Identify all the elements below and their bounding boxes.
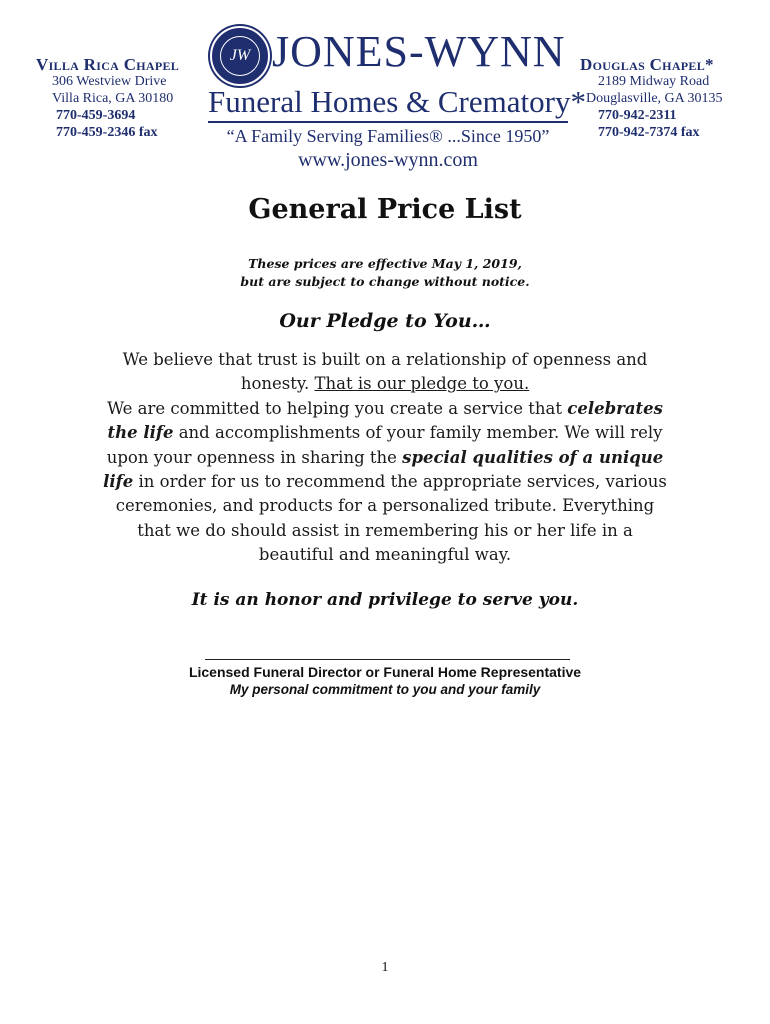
effective-date-notice xyxy=(0,255,770,291)
monogram-seal-logo xyxy=(210,26,270,86)
pledge-text: We believe that trust is built on a relationship of openness and honesty. xyxy=(122,350,648,394)
document-title: General Price List xyxy=(248,194,522,225)
effective-line-1: These prices are effective May 1, 2019, xyxy=(248,256,522,271)
chapel-street: 2189 Midway Road xyxy=(598,74,710,89)
pledge-emphasis: special qualities of a unique life xyxy=(103,447,664,492)
brand-divider xyxy=(208,121,568,123)
chapel-phone: 770-942-2311 xyxy=(598,108,677,123)
pledge-text: and accomplishments of your family member. We will rely upon your openness in sharing the xyxy=(106,423,663,467)
chapel-fax: 770-459-2346 fax xyxy=(56,125,158,140)
director-label: Licensed Funeral Director or Funeral Home Representative xyxy=(188,664,582,680)
pledge-heading: Our Pledge to You… xyxy=(279,310,491,332)
signature-line xyxy=(205,659,570,660)
brand-subtitle: Funeral Homes & Crematory* xyxy=(208,84,586,119)
chapel-street: 306 Westview Drive xyxy=(52,74,167,89)
chapel-phone: 770-459-3694 xyxy=(56,108,136,123)
pledge-text: in order for us to recommend the appropriate services, various ceremonies, and products for a personalized tribute. Everything that we do should assist in remembering his or her life in a beautiful and meaningful way. xyxy=(115,472,667,565)
douglas-chapel-block xyxy=(580,56,723,141)
pledge-text: We are committed to helping you create a service that xyxy=(107,398,568,418)
chapel-fax: 770-942-7374 fax xyxy=(598,125,700,140)
pledge-paragraph-2 xyxy=(100,397,670,568)
pledge-paragraph-1 xyxy=(100,348,670,397)
brand-name: JONES-WYNN xyxy=(272,27,566,76)
pledge-underlined-text: That is our pledge to you. xyxy=(314,374,530,394)
pledge-emphasis: celebrates the life xyxy=(107,398,663,443)
chapel-name: Villa Rica Chapel xyxy=(36,55,180,74)
pledge-body xyxy=(100,348,670,568)
chapel-city: Douglasville, GA 30135 xyxy=(586,91,723,106)
letterhead xyxy=(0,0,770,180)
chapel-name: Douglas Chapel* xyxy=(580,55,714,74)
effective-line-2: but are subject to change without notice. xyxy=(240,274,530,289)
villa-rica-chapel-block xyxy=(36,56,179,141)
website-link[interactable]: www.jones-wynn.com xyxy=(298,149,478,171)
page-number: 1 xyxy=(381,960,389,975)
honor-statement: It is an honor and privilege to serve you. xyxy=(191,590,579,610)
chapel-city: Villa Rica, GA 30180 xyxy=(52,91,174,106)
brand-tagline: “A Family Serving Families® ...Since 1950” xyxy=(226,126,550,146)
seal-monogram: JW xyxy=(220,36,260,76)
commitment-line: My personal commitment to you and your family xyxy=(229,682,541,697)
